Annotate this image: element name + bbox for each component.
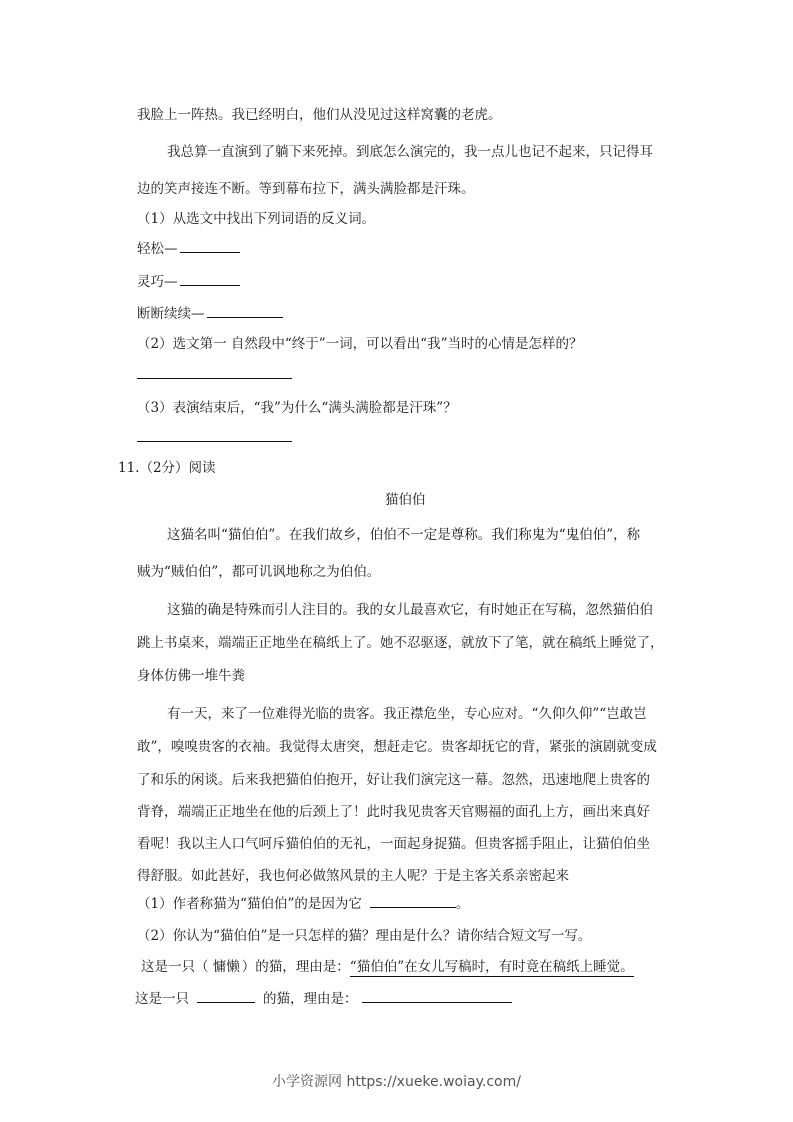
question-prompt: （2）你认为“猫伯伯”是一只怎样的猫？理由是什么？请你结合短文写一写。 bbox=[137, 928, 592, 944]
answer-blank[interactable] bbox=[180, 251, 240, 253]
example-reason: “猫伯伯”在女儿写稿时，有时竟在稿纸上睡觉。 bbox=[349, 959, 634, 975]
passage-line: 背脊，端端正正地坐在他的后颈上了！此时我见贵客天官赐福的面孔上方，画出来真好 bbox=[137, 804, 650, 820]
question-prompt bbox=[137, 892, 469, 912]
row-middle: 的猫，理由是： bbox=[263, 991, 358, 1007]
passage-line: 身体仿佛一堆牛粪 bbox=[137, 668, 245, 684]
passage-line: 得舒服。如此甚好，我也何必做煞风景的主人呢？于是主客关系亲密起来 bbox=[137, 868, 569, 884]
example-suffix: ）的猫，理由是： bbox=[241, 959, 350, 975]
passage-line: 边的笑声接连不断。等到幕布拉下，满头满脸都是汗珠。 bbox=[137, 181, 475, 197]
passage-line: 我总算一直演到了躺下来死掉。到底怎么演完的，我一点儿也记不起来，只记得耳 bbox=[167, 144, 653, 160]
answer-blank[interactable] bbox=[180, 284, 240, 286]
passage-line: 这猫的确是特殊而引人注目的。我的女儿最喜欢它，有时她正在写稿，忽然猫伯伯 bbox=[167, 602, 653, 618]
passage-line: 敢”，嗅嗅贵客的衣袖。我觉得太唐突，想赶走它。贵客却抚它的背，紧张的演剧就变成 bbox=[137, 739, 657, 755]
question-prompt: （1）从选文中找出下列词语的反义词。 bbox=[137, 211, 376, 227]
answer-line[interactable] bbox=[137, 441, 292, 442]
answer-blank-reason[interactable] bbox=[362, 1001, 512, 1003]
passage-line: 有一天，来了一位难得光临的贵客。我正襟危坐，专心应对。“久仰久仰”“岂敢岂 bbox=[167, 706, 647, 722]
answer-row bbox=[135, 987, 512, 1007]
example-word: 慵懒 bbox=[212, 959, 240, 975]
passage-line: 了和乐的闲谈。后来我把猫伯伯抱开，好让我们演完这一幕。忽然，迅速地爬上贵客的 bbox=[137, 772, 650, 788]
antonym-word: 灵巧— bbox=[137, 274, 178, 290]
question-header: 11.（2分）阅读 bbox=[118, 460, 216, 476]
example-answer-row bbox=[141, 955, 634, 975]
prompt-end: 。 bbox=[455, 896, 470, 912]
passage-line: 看呢！我以主人口气呵斥猫伯伯的无礼，一面起身捉猫。但贵客摇手阻止，让猫伯伯坐 bbox=[137, 836, 650, 852]
passage-line: 跳上书桌来，端端正正地坐在稿纸上了。她不忍驱逐，就放下了笔，就在稿纸上睡觉了， bbox=[137, 635, 664, 651]
question-prompt: （2）选文第一 自然段中“终于”一词，可以看出“我”当时的心情是怎样的？ bbox=[137, 336, 583, 352]
prompt-text: （1）作者称猫为“猫伯伯”的是因为它 bbox=[137, 896, 362, 912]
answer-blank[interactable] bbox=[207, 316, 283, 318]
footer-watermark: 小学资源网 https://xueke.woiay.com/ bbox=[272, 1074, 521, 1090]
antonym-item bbox=[137, 270, 240, 290]
passage-line: 我脸上一阵热。我已经明白，他们从没见过这样窝囊的老虎。 bbox=[137, 107, 502, 123]
antonym-word: 断断续续— bbox=[137, 306, 205, 322]
answer-blank[interactable] bbox=[370, 906, 456, 908]
antonym-item bbox=[137, 302, 283, 322]
answer-line[interactable] bbox=[137, 378, 292, 379]
antonym-item bbox=[137, 237, 240, 257]
passage-line: 贼为“贼伯伯”，都可讥讽地称之为伯伯。 bbox=[137, 564, 381, 580]
question-prompt: （3）表演结束后，“我”为什么“满头满脸都是汗珠”？ bbox=[137, 400, 457, 416]
answer-blank-word[interactable] bbox=[197, 1001, 255, 1003]
row-prefix: 这是一只 bbox=[135, 991, 189, 1007]
passage-line: 这猫名叫“猫伯伯”。在我们故乡，伯伯不一定是尊称。我们称鬼为“鬼伯伯”，称 bbox=[167, 527, 641, 543]
example-prefix: 这是一只（ bbox=[141, 959, 209, 975]
antonym-word: 轻松— bbox=[137, 241, 178, 257]
passage-title: 猫伯伯 bbox=[385, 492, 426, 508]
